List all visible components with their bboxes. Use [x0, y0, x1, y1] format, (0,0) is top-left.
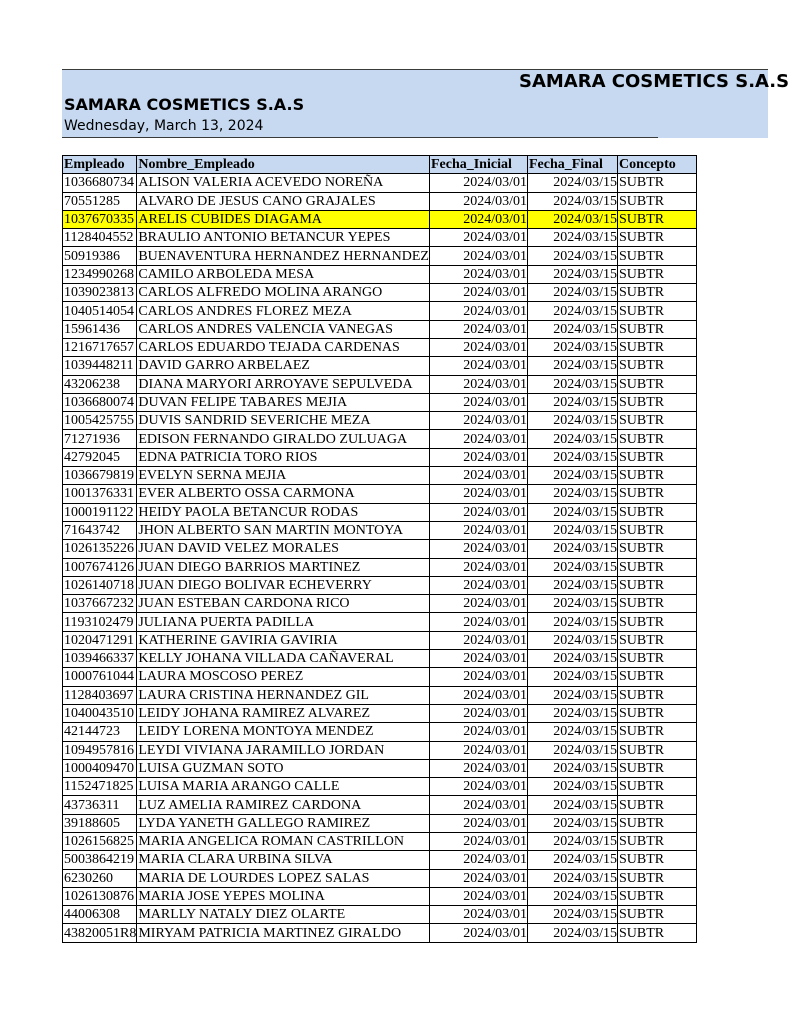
cell-concepto[interactable]: SUBTR [617, 503, 696, 521]
cell-nombre-empleado[interactable]: JULIANA PUERTA PADILLA [137, 613, 430, 631]
cell-concepto[interactable]: SUBTR [617, 851, 696, 869]
table-row [63, 521, 697, 539]
cell-fecha-final[interactable]: 2024/03/15 [527, 430, 617, 448]
cell-fecha-inicial[interactable]: 2024/03/01 [429, 393, 527, 411]
column-header-concepto[interactable]: Concepto [617, 156, 696, 174]
cell-fecha-final[interactable]: 2024/03/15 [527, 759, 617, 777]
cell-nombre-empleado[interactable]: LAURA MOSCOSO PEREZ [137, 668, 430, 686]
cell-fecha-final[interactable]: 2024/03/15 [527, 284, 617, 302]
cell-fecha-inicial[interactable]: 2024/03/01 [429, 229, 527, 247]
cell-empleado[interactable]: 1026130876 [63, 887, 137, 905]
table-row [63, 192, 697, 210]
cell-nombre-empleado[interactable]: MARIA ANGELICA ROMAN CASTRILLON [137, 832, 430, 850]
cell-concepto[interactable]: SUBTR [617, 668, 696, 686]
table-row [63, 302, 697, 320]
cell-nombre-empleado[interactable]: JUAN DIEGO BOLIVAR ECHEVERRY [137, 576, 430, 594]
cell-concepto[interactable]: SUBTR [617, 869, 696, 887]
cell-fecha-final[interactable]: 2024/03/15 [527, 302, 617, 320]
table-body [63, 174, 697, 942]
cell-nombre-empleado[interactable]: DIANA MARYORI ARROYAVE SEPULVEDA [137, 375, 430, 393]
cell-fecha-inicial[interactable]: 2024/03/01 [429, 375, 527, 393]
cell-fecha-inicial[interactable]: 2024/03/01 [429, 302, 527, 320]
cell-fecha-final[interactable]: 2024/03/15 [527, 393, 617, 411]
cell-empleado[interactable]: 1000409470 [63, 759, 137, 777]
cell-nombre-empleado[interactable]: EVELYN SERNA MEJIA [137, 467, 430, 485]
cell-fecha-final[interactable]: 2024/03/15 [527, 778, 617, 796]
cell-empleado[interactable]: 1094957816 [63, 741, 137, 759]
cell-fecha-final[interactable]: 2024/03/15 [527, 338, 617, 356]
cell-fecha-final[interactable]: 2024/03/15 [527, 704, 617, 722]
cell-fecha-final[interactable]: 2024/03/15 [527, 229, 617, 247]
cell-fecha-inicial[interactable]: 2024/03/01 [429, 924, 527, 942]
cell-empleado[interactable]: 1234990268 [63, 265, 137, 283]
table-header-row [63, 156, 697, 174]
cell-fecha-final[interactable]: 2024/03/15 [527, 467, 617, 485]
table-row [63, 778, 697, 796]
table-row [63, 924, 697, 942]
table-row [63, 686, 697, 704]
cell-fecha-inicial[interactable]: 2024/03/01 [429, 723, 527, 741]
table-row [63, 540, 697, 558]
cell-nombre-empleado[interactable]: JUAN DIEGO BARRIOS MARTINEZ [137, 558, 430, 576]
cell-concepto[interactable]: SUBTR [617, 558, 696, 576]
report-date: Wednesday, March 13, 2024 [64, 118, 264, 134]
cell-fecha-inicial[interactable]: 2024/03/01 [429, 503, 527, 521]
table-row [63, 357, 697, 375]
cell-concepto[interactable]: SUBTR [617, 832, 696, 850]
cell-fecha-inicial[interactable]: 2024/03/01 [429, 814, 527, 832]
cell-concepto[interactable]: SUBTR [617, 338, 696, 356]
cell-concepto[interactable]: SUBTR [617, 284, 696, 302]
cell-fecha-final[interactable]: 2024/03/15 [527, 576, 617, 594]
table-row [63, 503, 697, 521]
cell-empleado[interactable]: 70551285 [63, 192, 137, 210]
cell-fecha-inicial[interactable]: 2024/03/01 [429, 576, 527, 594]
cell-fecha-inicial[interactable]: 2024/03/01 [429, 357, 527, 375]
cell-concepto[interactable]: SUBTR [617, 924, 696, 942]
cell-fecha-inicial[interactable]: 2024/03/01 [429, 521, 527, 539]
cell-concepto[interactable]: SUBTR [617, 174, 696, 192]
cell-concepto[interactable]: SUBTR [617, 906, 696, 924]
cell-concepto[interactable]: SUBTR [617, 887, 696, 905]
cell-fecha-inicial[interactable]: 2024/03/01 [429, 741, 527, 759]
cell-fecha-final[interactable]: 2024/03/15 [527, 265, 617, 283]
cell-empleado[interactable]: 44006308 [63, 906, 137, 924]
cell-fecha-final[interactable]: 2024/03/15 [527, 375, 617, 393]
table-row [63, 338, 697, 356]
cell-concepto[interactable]: SUBTR [617, 595, 696, 613]
cell-fecha-inicial[interactable]: 2024/03/01 [429, 558, 527, 576]
cell-concepto[interactable]: SUBTR [617, 302, 696, 320]
cell-concepto[interactable]: SUBTR [617, 778, 696, 796]
table-row [63, 704, 697, 722]
cell-nombre-empleado[interactable]: CARLOS ANDRES VALENCIA VANEGAS [137, 320, 430, 338]
cell-fecha-inicial[interactable]: 2024/03/01 [429, 668, 527, 686]
cell-fecha-inicial[interactable]: 2024/03/01 [429, 265, 527, 283]
cell-nombre-empleado[interactable]: ARELIS CUBIDES DIAGAMA [137, 210, 430, 228]
cell-nombre-empleado[interactable]: LYDA YANETH GALLEGO RAMIREZ [137, 814, 430, 832]
cell-fecha-final[interactable]: 2024/03/15 [527, 851, 617, 869]
cell-fecha-inicial[interactable]: 2024/03/01 [429, 284, 527, 302]
cell-empleado[interactable]: 6230260 [63, 869, 137, 887]
table-row [63, 210, 697, 228]
cell-nombre-empleado[interactable]: LUISA MARIA ARANGO CALLE [137, 778, 430, 796]
cell-nombre-empleado[interactable]: KATHERINE GAVIRIA GAVIRIA [137, 631, 430, 649]
table-row [63, 558, 697, 576]
column-header-nombre-empleado[interactable]: Nombre_Empleado [137, 156, 430, 174]
cell-nombre-empleado[interactable]: LUZ AMELIA RAMIREZ CARDONA [137, 796, 430, 814]
table-row [63, 613, 697, 631]
cell-concepto[interactable]: SUBTR [617, 430, 696, 448]
table-row [63, 869, 697, 887]
table-row [63, 247, 697, 265]
cell-empleado[interactable]: 1026140718 [63, 576, 137, 594]
cell-fecha-final[interactable]: 2024/03/15 [527, 412, 617, 430]
table-row [63, 906, 697, 924]
cell-fecha-final[interactable]: 2024/03/15 [527, 485, 617, 503]
cell-empleado[interactable]: 71271936 [63, 430, 137, 448]
cell-nombre-empleado[interactable]: MARIA JOSE YEPES MOLINA [137, 887, 430, 905]
cell-fecha-final[interactable]: 2024/03/15 [527, 906, 617, 924]
cell-nombre-empleado[interactable]: EVER ALBERTO OSSA CARMONA [137, 485, 430, 503]
cell-fecha-inicial[interactable]: 2024/03/01 [429, 613, 527, 631]
cell-empleado[interactable]: 1040043510 [63, 704, 137, 722]
cell-concepto[interactable]: SUBTR [617, 229, 696, 247]
cell-nombre-empleado[interactable]: LUISA GUZMAN SOTO [137, 759, 430, 777]
table-row [63, 887, 697, 905]
cell-fecha-inicial[interactable]: 2024/03/01 [429, 778, 527, 796]
cell-fecha-final[interactable]: 2024/03/15 [527, 796, 617, 814]
cell-fecha-final[interactable]: 2024/03/15 [527, 210, 617, 228]
cell-fecha-inicial[interactable]: 2024/03/01 [429, 430, 527, 448]
cell-empleado[interactable]: 1026135226 [63, 540, 137, 558]
cell-empleado[interactable]: 71643742 [63, 521, 137, 539]
table-row [63, 467, 697, 485]
cell-fecha-final[interactable]: 2024/03/15 [527, 613, 617, 631]
cell-fecha-inicial[interactable]: 2024/03/01 [429, 869, 527, 887]
cell-empleado[interactable]: 1036680074 [63, 393, 137, 411]
cell-nombre-empleado[interactable]: EDISON FERNANDO GIRALDO ZULUAGA [137, 430, 430, 448]
cell-concepto[interactable]: SUBTR [617, 210, 696, 228]
cell-fecha-inicial[interactable]: 2024/03/01 [429, 210, 527, 228]
table-row [63, 631, 697, 649]
cell-empleado[interactable]: 1000191122 [63, 503, 137, 521]
cell-fecha-final[interactable]: 2024/03/15 [527, 174, 617, 192]
cell-fecha-inicial[interactable]: 2024/03/01 [429, 540, 527, 558]
header-bottom-rule [62, 137, 658, 138]
cell-nombre-empleado[interactable]: LAURA CRISTINA HERNANDEZ GIL [137, 686, 430, 704]
cell-fecha-inicial[interactable]: 2024/03/01 [429, 338, 527, 356]
cell-empleado[interactable]: 1128404552 [63, 229, 137, 247]
cell-nombre-empleado[interactable]: CARLOS ANDRES FLOREZ MEZA [137, 302, 430, 320]
company-name: SAMARA COSMETICS S.A.S [64, 95, 305, 114]
cell-empleado[interactable]: 1036680734 [63, 174, 137, 192]
cell-fecha-inicial[interactable]: 2024/03/01 [429, 851, 527, 869]
cell-fecha-final[interactable]: 2024/03/15 [527, 540, 617, 558]
table-row [63, 595, 697, 613]
cell-concepto[interactable]: SUBTR [617, 540, 696, 558]
table-row [63, 320, 697, 338]
cell-fecha-final[interactable]: 2024/03/15 [527, 631, 617, 649]
cell-empleado[interactable]: 1001376331 [63, 485, 137, 503]
cell-empleado[interactable]: 50919386 [63, 247, 137, 265]
header-top-rule [62, 69, 768, 70]
cell-empleado[interactable]: 1039466337 [63, 650, 137, 668]
cell-nombre-empleado[interactable]: DUVAN FELIPE TABARES MEJIA [137, 393, 430, 411]
cell-fecha-final[interactable]: 2024/03/15 [527, 668, 617, 686]
cell-concepto[interactable]: SUBTR [617, 192, 696, 210]
column-header-fecha-final[interactable]: Fecha_Final [527, 156, 617, 174]
cell-concepto[interactable]: SUBTR [617, 723, 696, 741]
cell-empleado[interactable]: 1026156825 [63, 832, 137, 850]
cell-nombre-empleado[interactable]: MARIA DE LOURDES LOPEZ SALAS [137, 869, 430, 887]
cell-nombre-empleado[interactable]: DAVID GARRO ARBELAEZ [137, 357, 430, 375]
cell-concepto[interactable]: SUBTR [617, 631, 696, 649]
table-row [63, 284, 697, 302]
cell-fecha-final[interactable]: 2024/03/15 [527, 320, 617, 338]
cell-fecha-final[interactable]: 2024/03/15 [527, 521, 617, 539]
cell-concepto[interactable]: SUBTR [617, 247, 696, 265]
cell-empleado[interactable]: 5003864219 [63, 851, 137, 869]
cell-fecha-inicial[interactable]: 2024/03/01 [429, 174, 527, 192]
cell-concepto[interactable]: SUBTR [617, 613, 696, 631]
cell-concepto[interactable]: SUBTR [617, 320, 696, 338]
cell-concepto[interactable]: SUBTR [617, 650, 696, 668]
column-header-empleado[interactable]: Empleado [63, 156, 137, 174]
cell-concepto[interactable]: SUBTR [617, 375, 696, 393]
cell-fecha-inicial[interactable]: 2024/03/01 [429, 832, 527, 850]
cell-concepto[interactable]: SUBTR [617, 796, 696, 814]
table-row [63, 650, 697, 668]
cell-fecha-inicial[interactable]: 2024/03/01 [429, 906, 527, 924]
cell-fecha-final[interactable]: 2024/03/15 [527, 741, 617, 759]
cell-nombre-empleado[interactable]: DUVIS SANDRID SEVERICHE MEZA [137, 412, 430, 430]
cell-fecha-final[interactable]: 2024/03/15 [527, 814, 617, 832]
cell-nombre-empleado[interactable]: MARLLY NATALY DIEZ OLARTE [137, 906, 430, 924]
cell-fecha-inicial[interactable]: 2024/03/01 [429, 887, 527, 905]
cell-empleado[interactable]: 1007674126 [63, 558, 137, 576]
cell-nombre-empleado[interactable]: CAMILO ARBOLEDA MESA [137, 265, 430, 283]
cell-fecha-final[interactable]: 2024/03/15 [527, 247, 617, 265]
cell-concepto[interactable]: SUBTR [617, 485, 696, 503]
cell-fecha-final[interactable]: 2024/03/15 [527, 503, 617, 521]
table-row [63, 576, 697, 594]
cell-empleado[interactable]: 42144723 [63, 723, 137, 741]
cell-nombre-empleado[interactable]: MARIA CLARA URBINA SILVA [137, 851, 430, 869]
cell-concepto[interactable]: SUBTR [617, 412, 696, 430]
cell-concepto[interactable]: SUBTR [617, 467, 696, 485]
cell-nombre-empleado[interactable]: CARLOS ALFREDO MOLINA ARANGO [137, 284, 430, 302]
cell-concepto[interactable]: SUBTR [617, 576, 696, 594]
cell-fecha-final[interactable]: 2024/03/15 [527, 595, 617, 613]
cell-nombre-empleado[interactable]: HEIDY PAOLA BETANCUR RODAS [137, 503, 430, 521]
column-header-fecha-inicial[interactable]: Fecha_Inicial [429, 156, 527, 174]
cell-nombre-empleado[interactable]: CARLOS EDUARDO TEJADA CARDENAS [137, 338, 430, 356]
cell-concepto[interactable]: SUBTR [617, 704, 696, 722]
cell-concepto[interactable]: SUBTR [617, 357, 696, 375]
table-row [63, 723, 697, 741]
cell-fecha-final[interactable]: 2024/03/15 [527, 869, 617, 887]
cell-fecha-inicial[interactable]: 2024/03/01 [429, 650, 527, 668]
cell-fecha-final[interactable]: 2024/03/15 [527, 887, 617, 905]
table-row [63, 393, 697, 411]
cell-fecha-inicial[interactable]: 2024/03/01 [429, 796, 527, 814]
cell-nombre-empleado[interactable]: BRAULIO ANTONIO BETANCUR YEPES [137, 229, 430, 247]
cell-fecha-inicial[interactable]: 2024/03/01 [429, 448, 527, 466]
cell-fecha-inicial[interactable]: 2024/03/01 [429, 686, 527, 704]
table-row [63, 375, 697, 393]
cell-nombre-empleado[interactable]: LEIDY LORENA MONTOYA MENDEZ [137, 723, 430, 741]
cell-concepto[interactable]: SUBTR [617, 741, 696, 759]
cell-nombre-empleado[interactable]: LEYDI VIVIANA JARAMILLO JORDAN [137, 741, 430, 759]
cell-fecha-final[interactable]: 2024/03/15 [527, 686, 617, 704]
cell-fecha-inicial[interactable]: 2024/03/01 [429, 247, 527, 265]
cell-fecha-final[interactable]: 2024/03/15 [527, 723, 617, 741]
cell-empleado[interactable]: 1040514054 [63, 302, 137, 320]
table-row [63, 759, 697, 777]
table-row [63, 741, 697, 759]
cell-concepto[interactable]: SUBTR [617, 521, 696, 539]
cell-empleado[interactable]: 1020471291 [63, 631, 137, 649]
cell-fecha-inicial[interactable]: 2024/03/01 [429, 759, 527, 777]
cell-fecha-inicial[interactable]: 2024/03/01 [429, 467, 527, 485]
cell-fecha-final[interactable]: 2024/03/15 [527, 832, 617, 850]
cell-empleado[interactable]: 1193102479 [63, 613, 137, 631]
cell-empleado[interactable]: 1039023813 [63, 284, 137, 302]
cell-concepto[interactable]: SUBTR [617, 393, 696, 411]
cell-nombre-empleado[interactable]: KELLY JOHANA VILLADA CAÑAVERAL [137, 650, 430, 668]
cell-concepto[interactable]: SUBTR [617, 686, 696, 704]
table-row [63, 796, 697, 814]
employee-table [62, 155, 697, 943]
cell-nombre-empleado[interactable]: BUENAVENTURA HERNANDEZ HERNANDEZ [138, 248, 429, 264]
cell-fecha-final[interactable]: 2024/03/15 [527, 192, 617, 210]
cell-empleado[interactable]: 1036679819 [63, 467, 137, 485]
cell-empleado[interactable]: 1037670335 [63, 210, 137, 228]
table-row [63, 668, 697, 686]
table-row [63, 448, 697, 466]
table-row [63, 814, 697, 832]
cell-empleado[interactable]: 42792045 [63, 448, 137, 466]
cell-fecha-final[interactable]: 2024/03/15 [527, 448, 617, 466]
cell-nombre-empleado[interactable]: ALVARO DE JESUS CANO GRAJALES [137, 192, 430, 210]
cell-fecha-inicial[interactable]: 2024/03/01 [429, 595, 527, 613]
cell-concepto[interactable]: SUBTR [617, 448, 696, 466]
cell-fecha-final[interactable]: 2024/03/15 [527, 558, 617, 576]
cell-empleado[interactable]: 39188605 [63, 814, 137, 832]
cell-nombre-empleado[interactable]: JHON ALBERTO SAN MARTIN MONTOYA [137, 521, 430, 539]
cell-empleado[interactable]: 1152471825 [63, 778, 137, 796]
cell-empleado[interactable]: 1216717657 [63, 338, 137, 356]
table-row [63, 412, 697, 430]
report-title-banner: SAMARA COSMETICS S.A.S [519, 71, 789, 92]
cell-nombre-empleado[interactable]: EDNA PATRICIA TORO RIOS [137, 448, 430, 466]
table-row [63, 265, 697, 283]
cell-empleado[interactable]: 1039448211 [63, 357, 137, 375]
cell-fecha-inicial[interactable]: 2024/03/01 [429, 412, 527, 430]
cell-fecha-inicial[interactable]: 2024/03/01 [429, 704, 527, 722]
table-row [63, 430, 697, 448]
cell-empleado[interactable]: 1005425755 [63, 412, 137, 430]
table-row [63, 832, 697, 850]
cell-nombre-empleado[interactable]: JUAN ESTEBAN CARDONA RICO [137, 595, 430, 613]
table-row [63, 851, 697, 869]
cell-empleado[interactable]: 1037667232 [63, 595, 137, 613]
cell-empleado[interactable]: 43736311 [63, 796, 137, 814]
table-row [63, 485, 697, 503]
cell-fecha-final[interactable]: 2024/03/15 [527, 924, 617, 942]
cell-fecha-inicial[interactable]: 2024/03/01 [429, 192, 527, 210]
cell-fecha-final[interactable]: 2024/03/15 [527, 357, 617, 375]
table-row [63, 229, 697, 247]
cell-concepto[interactable]: SUBTR [617, 814, 696, 832]
cell-fecha-inicial[interactable]: 2024/03/01 [429, 485, 527, 503]
cell-concepto[interactable]: SUBTR [617, 759, 696, 777]
cell-fecha-inicial[interactable]: 2024/03/01 [429, 631, 527, 649]
cell-empleado[interactable]: 1000761044 [63, 668, 137, 686]
cell-nombre-empleado[interactable]: MIRYAM PATRICIA MARTINEZ GIRALDO [137, 924, 430, 942]
cell-empleado[interactable]: 15961436 [63, 320, 137, 338]
cell-nombre-empleado[interactable]: LEIDY JOHANA RAMIREZ ALVAREZ [137, 704, 430, 722]
table-row [63, 174, 697, 192]
cell-nombre-empleado[interactable]: ALISON VALERIA ACEVEDO NOREÑA [137, 174, 430, 192]
cell-concepto[interactable]: SUBTR [617, 265, 696, 283]
cell-nombre-empleado[interactable]: JUAN DAVID VELEZ MORALES [137, 540, 430, 558]
cell-empleado[interactable]: 43820051R8 [64, 925, 137, 941]
cell-fecha-final[interactable]: 2024/03/15 [527, 650, 617, 668]
cell-fecha-inicial[interactable]: 2024/03/01 [429, 320, 527, 338]
cell-empleado[interactable]: 43206238 [63, 375, 137, 393]
cell-empleado[interactable]: 1128403697 [63, 686, 137, 704]
